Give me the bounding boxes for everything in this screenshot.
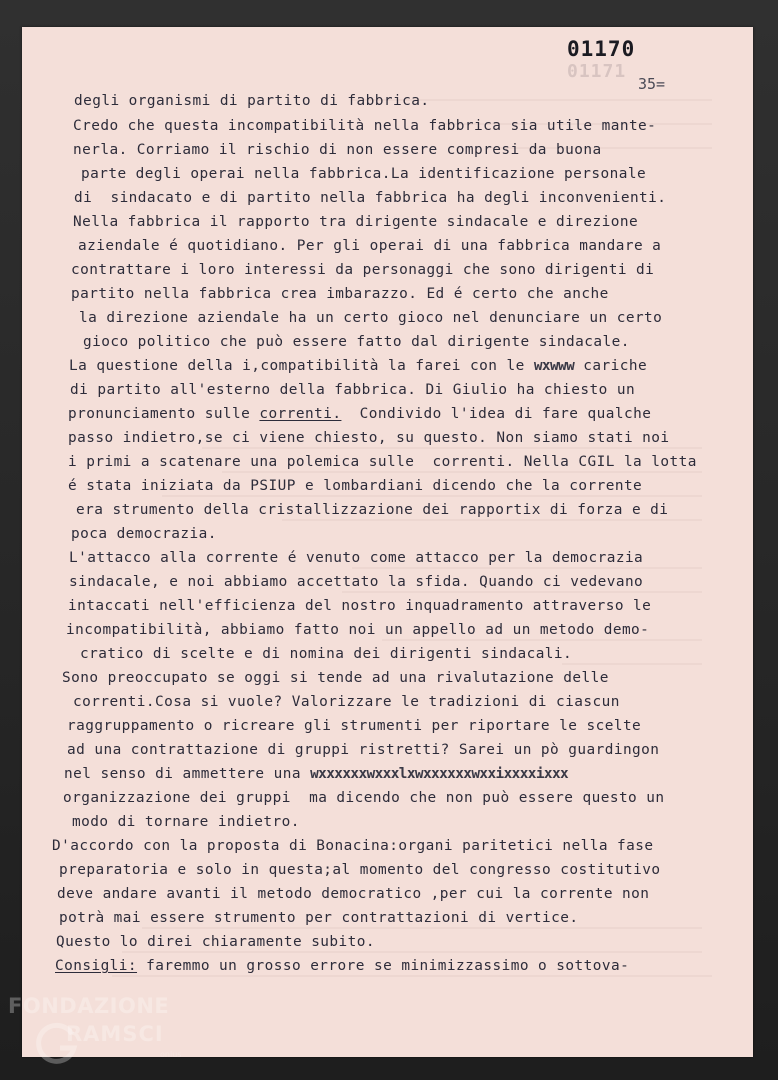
text-segment: parte degli operai nella fabbrica.La identificazione personale (81, 166, 647, 182)
text-segment: raggruppamento o ricreare gli strumenti per riportare le scelte (67, 718, 642, 734)
text-segment: contrattare i loro interessi da personaggi che sono dirigenti di (71, 262, 655, 278)
text-segment: incompatibilità, abbiamo fatto noi un appello ad un metodo demo- (66, 622, 650, 638)
text-segment: Questo lo direi chiaramente subito. (56, 934, 375, 950)
text-line (63, 789, 665, 807)
text-segment: faremmo un grosso errore se minimizzassimo o sottova- (137, 958, 630, 974)
text-segment: i primi a scatenare una polemica sulle correnti. Nella CGIL la lotta (68, 454, 697, 470)
text-line (73, 141, 602, 159)
text-line (73, 117, 656, 135)
text-line (66, 621, 649, 639)
text-segment: intaccati nell'efficienza del nostro inquadramento attraverso le (68, 598, 652, 614)
text-line (68, 477, 642, 495)
typed-over-text: wxxxxxxwxxxlxwxxxxxxwxxixxxxixxx (310, 766, 569, 782)
text-line (68, 405, 651, 423)
document-page (22, 27, 753, 1057)
text-line (71, 285, 609, 303)
text-line (68, 429, 670, 447)
text-segment: Nella fabbrica il rapporto tra dirigente sindacale e direzione (73, 214, 639, 230)
text-line (71, 525, 217, 543)
text-line (81, 165, 646, 183)
text-line (80, 645, 572, 663)
text-line (74, 92, 429, 110)
text-line (64, 765, 568, 783)
text-segment: cratico di scelte e di nomina dei dirigenti sindacali. (80, 646, 573, 662)
text-line (59, 909, 579, 927)
text-segment: Condivido l'idea di fare qualche (341, 406, 652, 422)
watermark-onlus: onlus (160, 1050, 182, 1059)
text-segment: deve andare avanti il metodo democratico ,per cui la corrente non (57, 886, 650, 902)
text-segment: preparatoria e solo in questa;al momento del congresso costitutivo (59, 862, 661, 878)
page-number: 35= (638, 75, 666, 93)
text-line (70, 381, 635, 399)
text-segment: aziendale é quotidiano. Per gli operai di una fabbrica mandare a (78, 238, 662, 254)
text-segment: nerla. Corriamo il rischio di non essere compresi da buona (73, 142, 602, 158)
text-line (76, 501, 668, 519)
underlined-text: Consigli: (55, 958, 138, 974)
underlined-text: correnti. (259, 406, 342, 422)
text-line (69, 549, 643, 567)
text-line (78, 237, 661, 255)
text-segment: L'attacco alla corrente é venuto come attacco per la democrazia (69, 550, 644, 566)
text-segment: organizzazione dei gruppi ma dicendo che non può essere questo un (63, 790, 665, 806)
text-line (73, 213, 638, 231)
text-segment: gioco politico che può essere fatto dal dirigente sindacale. (83, 334, 630, 350)
text-line (67, 741, 659, 759)
watermark-line2: RAMSCI (66, 1022, 164, 1046)
text-line (67, 717, 641, 735)
text-line (55, 957, 629, 975)
typed-over-text: wxwww (533, 358, 575, 374)
text-segment: nel senso di ammettere una (64, 766, 311, 782)
text-line (79, 309, 662, 327)
text-line (56, 933, 375, 951)
text-line (71, 261, 654, 279)
archive-stamp-number: 01170 (567, 37, 636, 61)
text-segment: degli organismi di partito di fabbrica. (74, 93, 430, 109)
archive-stamp-ghost: 01171 (567, 61, 627, 82)
text-segment: Sono preoccupato se oggi si tende ad una rivalutazione delle (62, 670, 609, 686)
text-segment: partito nella fabbrica crea imbarazzo. Ed é certo che anche (71, 286, 609, 302)
text-segment: la direzione aziendale ha un certo gioco nel denunciare un certo (79, 310, 663, 326)
text-line (59, 861, 661, 879)
text-line (62, 669, 609, 687)
text-segment: era strumento della cristallizzazione dei rapportix di forza e di (76, 502, 669, 518)
text-segment: pronunciamento sulle (68, 406, 260, 422)
text-segment: passo indietro,se ci viene chiesto, su questo. Non siamo stati noi (68, 430, 670, 446)
text-line (69, 573, 643, 591)
text-segment: Credo che questa incompatibilità nella fabbrica sia utile mante- (73, 118, 657, 134)
text-segment: ad una contrattazione di gruppi ristretti? Sarei un pò guardingon (67, 742, 660, 758)
text-line (83, 333, 630, 351)
text-segment: modo di tornare indietro. (72, 814, 300, 830)
text-line (73, 693, 620, 711)
text-segment: poca democrazia. (71, 526, 217, 542)
text-segment: di partito all'esterno della fabbrica. Di Giulio ha chiesto un (70, 382, 636, 398)
text-line (57, 885, 649, 903)
text-line (68, 453, 697, 471)
text-line (69, 357, 647, 375)
text-segment: potrà mai essere strumento per contrattazioni di vertice. (59, 910, 579, 926)
watermark-line1: FONDAZIONE (8, 994, 170, 1018)
text-line (68, 597, 651, 615)
text-line (74, 189, 666, 207)
text-segment: D'accordo con la proposta di Bonacina:organi paritetici nella fase (52, 838, 654, 854)
text-segment: correnti.Cosa si vuole? Valorizzare le tradizioni di ciascun (73, 694, 620, 710)
text-segment: di sindacato e di partito nella fabbrica ha degli inconvenienti. (74, 190, 667, 206)
text-segment: é stata iniziata da PSIUP e lombardiani dicendo che la corrente (68, 478, 643, 494)
text-line (52, 837, 654, 855)
text-segment: sindacale, e noi abbiamo accettato la sfida. Quando ci vedevano (69, 574, 644, 590)
text-line (72, 813, 300, 831)
text-segment: La questione della i,compatibilità la farei con le (69, 358, 534, 374)
text-segment: cariche (574, 358, 648, 374)
